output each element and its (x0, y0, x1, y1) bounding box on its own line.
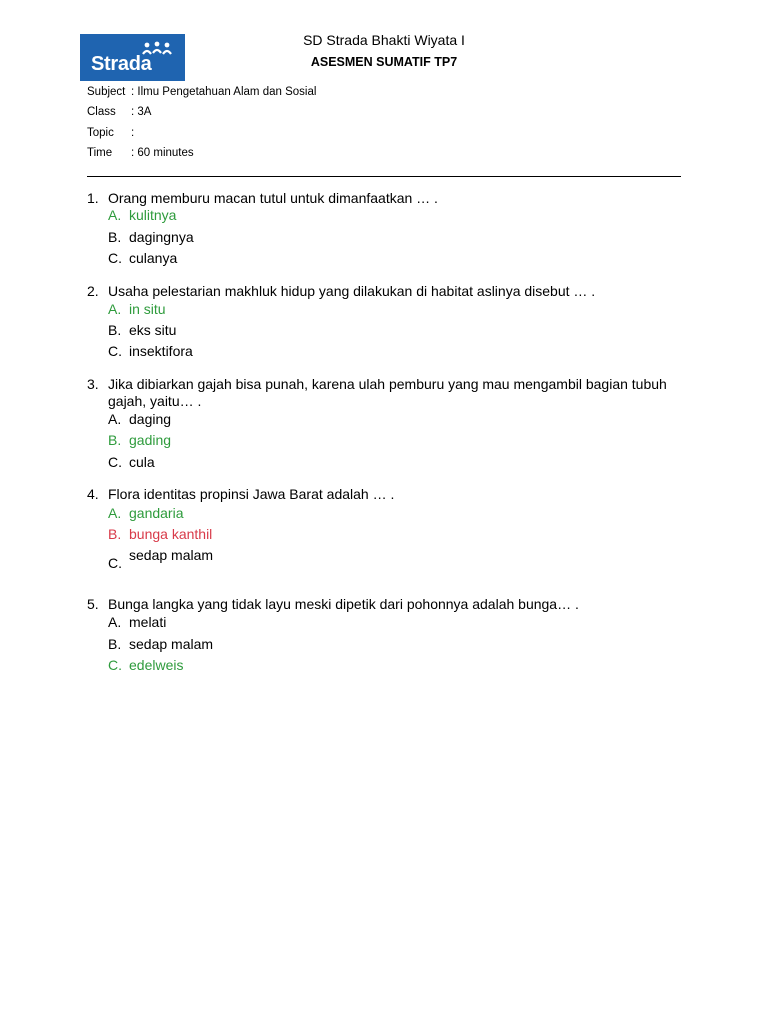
logo-text: Strada (91, 53, 152, 75)
question-number: 3. (87, 376, 99, 392)
question-number: 2. (87, 283, 99, 299)
question-text: Flora identitas propinsi Jawa Barat adalah … . (108, 486, 395, 502)
q5-option-b: B. sedap malam (108, 636, 214, 652)
q3-option-a: A. daging (108, 411, 172, 427)
q1-option-a: A. kulitnya (108, 207, 177, 223)
question-text: Usaha pelestarian makhluk hidup yang dilakukan di habitat aslinya disebut … . (108, 283, 596, 299)
q5-option-c: C. edelweis (108, 657, 184, 673)
exam-title: ASESMEN SUMATIF TP7 (310, 55, 458, 69)
q2-option-a: A. in situ (108, 301, 166, 317)
subject-value: : Ilmu Pengetahuan Alam dan Sosial (131, 86, 317, 98)
q5-option-a: A. melati (108, 614, 167, 630)
meta-class (87, 106, 152, 118)
meta-topic (87, 127, 135, 139)
q1-option-b: B. dagingnya (108, 229, 194, 245)
q2-option-b: B. eks situ (108, 322, 177, 338)
q3-option-c: C. cula (108, 454, 155, 470)
q3-option-b: B. gading (108, 432, 172, 448)
time-label: Time (87, 147, 113, 159)
meta-subject (87, 86, 317, 98)
header-divider (87, 176, 681, 177)
q4-option-c: C. sedap malam (108, 547, 214, 571)
question-text: Orang memburu macan tutul untuk dimanfaatkan … . (108, 190, 438, 206)
q1-option-c: C. culanya (108, 250, 178, 266)
topic-value: : (131, 127, 135, 139)
time-value: : 60 minutes (131, 147, 194, 159)
meta-time (87, 147, 194, 159)
school-name: SD Strada Bhakti Wiyata I (303, 32, 465, 48)
subject-label: Subject (87, 86, 126, 98)
question-text: Bunga langka yang tidak layu meski dipetik dari pohonnya adalah bunga… . (108, 596, 579, 612)
question-number: 5. (87, 596, 99, 612)
topic-label: Topic (87, 127, 114, 139)
class-value: : 3A (131, 106, 152, 118)
question-text: Jika dibiarkan gajah bisa punah, karena ulah pemburu yang mau mengambil bagian tubuh gajah, yaitu… . (108, 376, 667, 409)
question-number: 1. (87, 190, 99, 206)
q4-option-b: B. bunga kanthil (108, 526, 213, 542)
question-number: 4. (87, 486, 99, 502)
q4-option-a: A. gandaria (108, 505, 184, 521)
class-label: Class (87, 106, 116, 118)
q2-option-c: C. insektifora (108, 343, 193, 359)
